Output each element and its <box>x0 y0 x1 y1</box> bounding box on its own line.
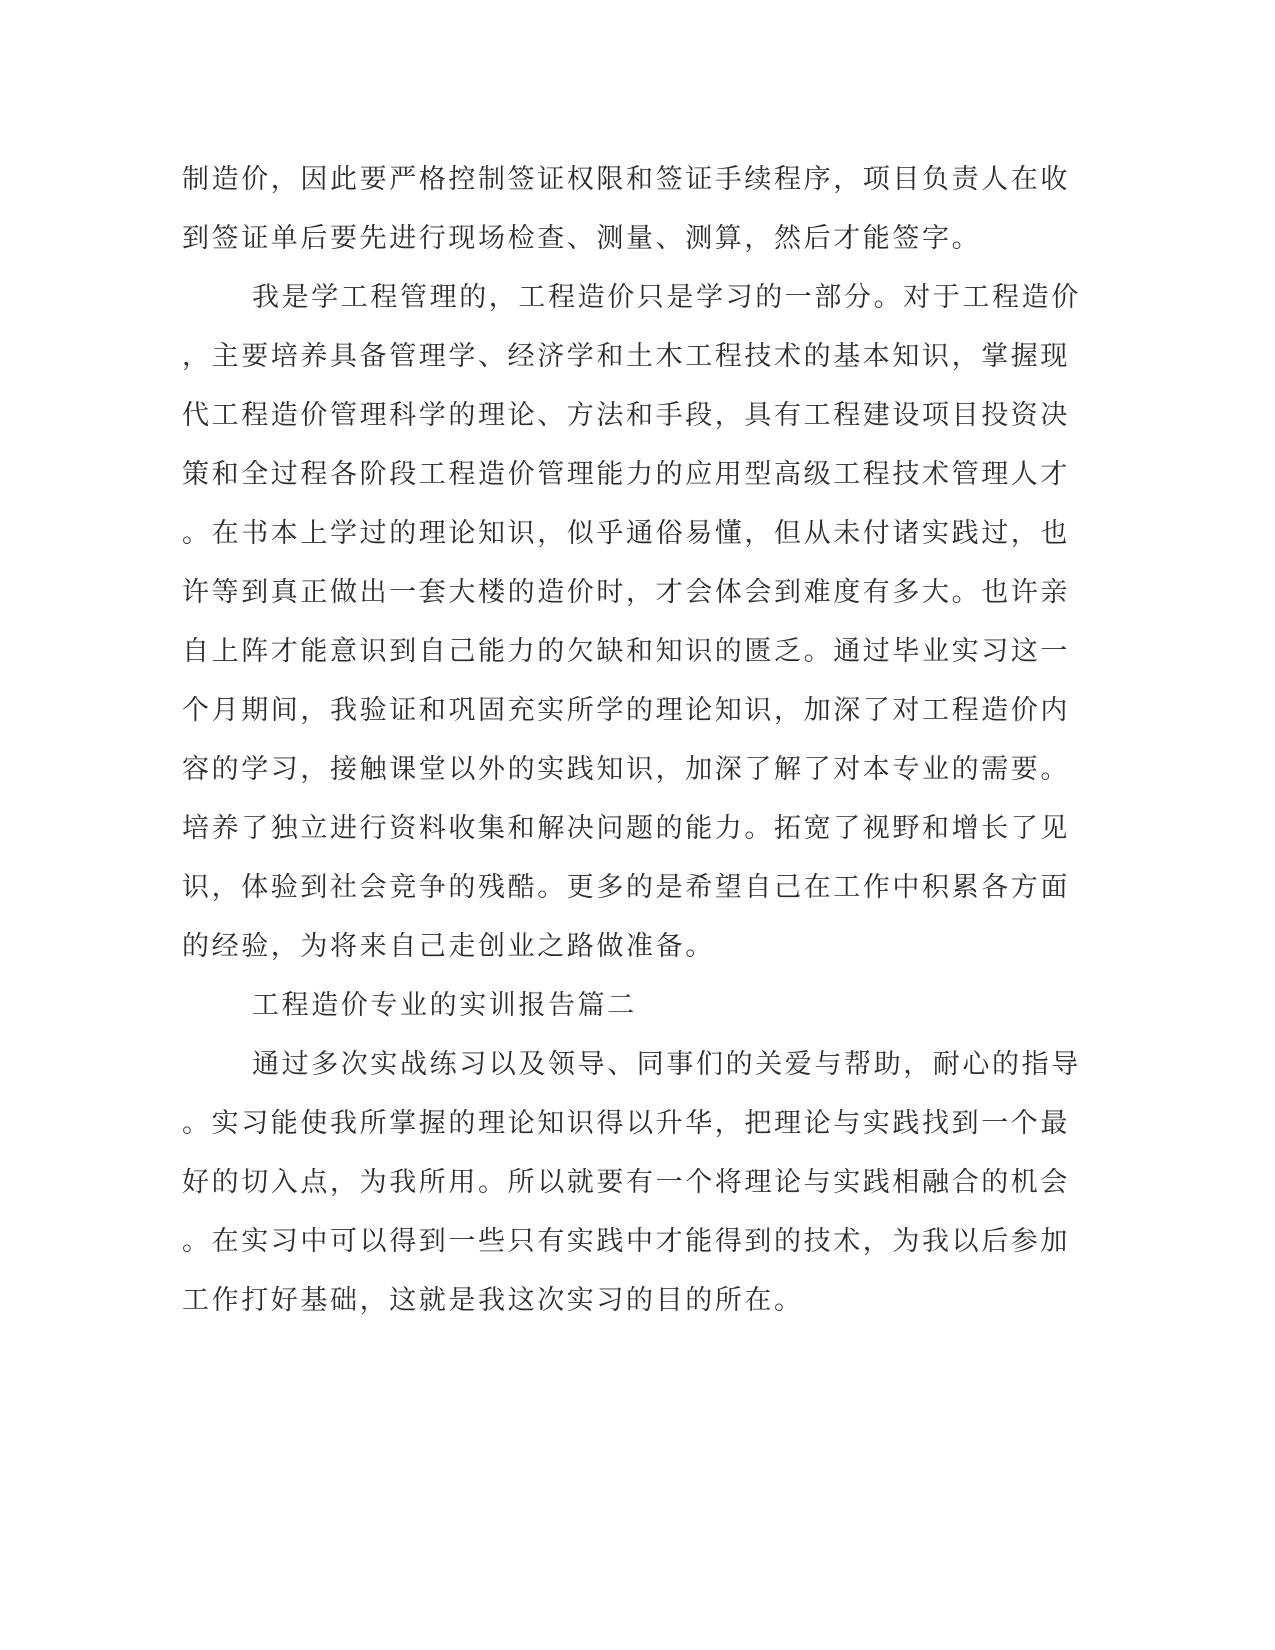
text-line-6: 策和全过程各阶段工程造价管理能力的应用型高级工程技术管理人才 <box>182 459 1070 490</box>
text-line-10: 个月期间，我验证和巩固充实所学的理论知识，加深了对工程造价内 <box>182 695 1070 726</box>
text-line-1: 制造价，因此要严格控制签证权限和签证手续程序，项目负责人在收 <box>182 164 1070 195</box>
text-line-17: 。实习能使我所掌握的理论知识得以升华，把理论与实践找到一个最 <box>182 1108 1070 1139</box>
text-line-13: 识，体验到社会竞争的残酷。更多的是希望自己在工作中积累各方面 <box>182 872 1070 903</box>
text-line-20: 工作打好基础，这就是我这次实习的目的所在。 <box>182 1285 804 1316</box>
text-line-11: 容的学习，接触课堂以外的实践知识，加深了解了对本专业的需要。 <box>182 754 1070 785</box>
text-line-14: 的经验，为将来自己走创业之路做准备。 <box>182 931 715 962</box>
text-line-7: 。在书本上学过的理论知识，似乎通俗易懂，但从未付诸实践过，也 <box>182 518 1070 549</box>
text-line-18: 好的切入点，为我所用。所以就要有一个将理论与实践相融合的机会 <box>182 1167 1070 1198</box>
paragraph-start-line-3: 我是学工程管理的，工程造价只是学习的一部分。对于工程造价 <box>252 282 1081 313</box>
text-line-19: 。在实习中可以得到一些只有实践中才能得到的技术，为我以后参加 <box>182 1226 1070 1257</box>
section-heading: 工程造价专业的实训报告篇二 <box>252 990 637 1021</box>
text-line-9: 自上阵才能意识到自己能力的欠缺和知识的匮乏。通过毕业实习这一 <box>182 636 1070 667</box>
text-line-2: 到签证单后要先进行现场检查、测量、测算，然后才能签字。 <box>182 223 982 254</box>
text-line-8: 许等到真正做出一套大楼的造价时，才会体会到难度有多大。也许亲 <box>182 577 1070 608</box>
paragraph-start-line-16: 通过多次实战练习以及领导、同事们的关爱与帮助，耐心的指导 <box>252 1049 1081 1080</box>
text-line-4: ，主要培养具备管理学、经济学和土木工程技术的基本知识，掌握现 <box>182 341 1070 372</box>
text-line-12: 培养了独立进行资料收集和解决问题的能力。拓宽了视野和增长了见 <box>182 813 1070 844</box>
text-line-5: 代工程造价管理科学的理论、方法和手段，具有工程建设项目投资决 <box>182 400 1070 431</box>
